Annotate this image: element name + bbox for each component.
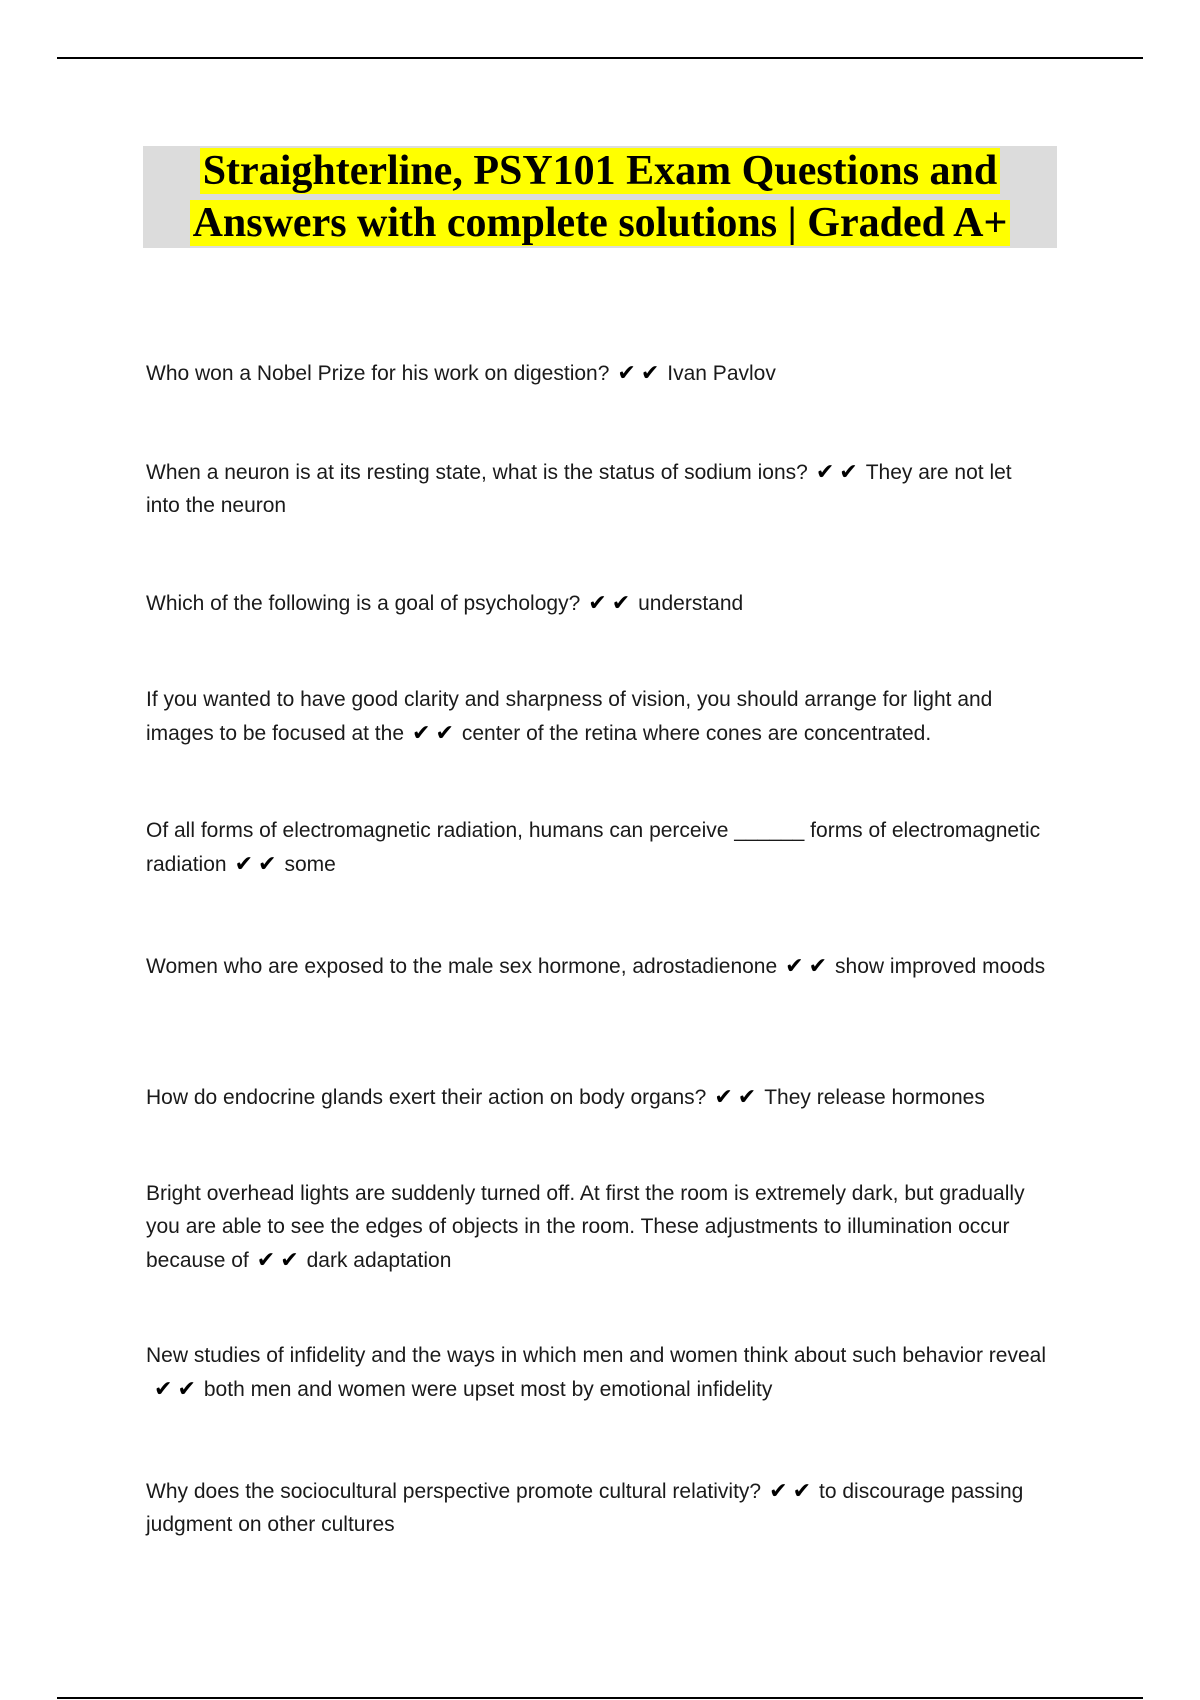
answer-text: They release hormones xyxy=(764,1086,985,1109)
answer-text: dark adaptation xyxy=(306,1249,452,1272)
answer-text: understand xyxy=(638,592,744,615)
question-text: When a neuron is at its resting state, what is the status of sodium ions? xyxy=(146,461,808,484)
answer-text: show improved moods xyxy=(835,955,1046,978)
check-icon: ✔ xyxy=(815,459,840,484)
question-text: New studies of infidelity and the ways in which men and women think about such behavior reveal xyxy=(146,1344,1046,1367)
double-check-icon xyxy=(785,949,832,982)
answer-text: some xyxy=(284,853,336,876)
double-check-icon xyxy=(816,455,863,488)
answer-text: to discourage passing judgment on other cultures xyxy=(146,1480,1024,1536)
question-text: Why does the sociocultural perspective promote cultural relativity? xyxy=(146,1480,762,1503)
title-line-1: Straighterline, PSY101 Exam Questions and xyxy=(200,148,1001,194)
check-icon: ✔ xyxy=(234,851,258,876)
qa-item xyxy=(146,814,1046,881)
check-icon: ✔ xyxy=(588,590,612,615)
double-check-icon xyxy=(257,1243,304,1276)
check-icon: ✔ xyxy=(737,1084,762,1109)
qa-item xyxy=(146,1080,1046,1114)
check-icon: ✔ xyxy=(412,720,436,745)
qa-item xyxy=(146,683,1046,750)
question-text: Which of the following is a goal of psychology? xyxy=(146,592,581,615)
double-check-icon xyxy=(714,1080,761,1113)
answer-text: They are not let into the neuron xyxy=(146,461,1012,517)
qa-item xyxy=(146,1177,1046,1277)
check-icon: ✔ xyxy=(792,1478,816,1503)
qa-item xyxy=(146,1474,1046,1541)
double-check-icon xyxy=(588,586,635,619)
double-check-icon xyxy=(412,716,459,749)
check-icon: ✔ xyxy=(154,1376,178,1401)
double-check-icon xyxy=(154,1372,201,1405)
qa-item xyxy=(146,586,1046,620)
double-check-icon xyxy=(617,356,664,389)
check-icon: ✔ xyxy=(177,1376,201,1401)
check-icon: ✔ xyxy=(839,459,863,484)
title-banner xyxy=(143,146,1057,248)
question-text: Women who are exposed to the male sex hormone, adrostadienone xyxy=(146,955,778,978)
question-text: Of all forms of electromagnetic radiation, humans can perceive ______ forms of electromagnetic radiation xyxy=(146,819,1041,876)
double-check-icon xyxy=(769,1474,816,1507)
check-icon: ✔ xyxy=(256,1247,281,1272)
check-icon: ✔ xyxy=(640,360,665,385)
page-title xyxy=(190,145,1011,249)
title-line-2: Answers with complete solutions | Graded A+ xyxy=(190,200,1011,246)
check-icon: ✔ xyxy=(714,1084,738,1109)
check-icon: ✔ xyxy=(617,360,641,385)
top-rule xyxy=(57,57,1143,59)
answer-text: center of the retina where cones are concentrated. xyxy=(461,722,932,745)
check-icon: ✔ xyxy=(785,953,809,978)
check-icon: ✔ xyxy=(258,851,282,876)
check-icon: ✔ xyxy=(808,953,833,978)
qa-item xyxy=(146,455,1046,522)
check-icon: ✔ xyxy=(769,1478,793,1503)
check-icon: ✔ xyxy=(435,720,459,745)
question-text: How do endocrine glands exert their action on body organs? xyxy=(146,1086,707,1109)
check-icon: ✔ xyxy=(611,590,636,615)
question-text: Bright overhead lights are suddenly turned off. At first the room is extremely dark, but gradually you are able to see the edges of objects in the room. These adjustments to illumination occur because of xyxy=(146,1182,1025,1272)
bottom-rule xyxy=(57,1697,1143,1699)
check-icon: ✔ xyxy=(280,1247,304,1272)
answer-text: both men and women were upset most by emotional infidelity xyxy=(203,1378,773,1401)
qa-item xyxy=(146,949,1046,983)
question-text: Who won a Nobel Prize for his work on digestion? xyxy=(146,362,610,385)
answer-text: Ivan Pavlov xyxy=(667,362,776,385)
qa-item xyxy=(146,356,1046,390)
double-check-icon xyxy=(235,847,282,880)
question-text: If you wanted to have good clarity and sharpness of vision, you should arrange for light and images to be focused at the xyxy=(146,688,993,745)
qa-item xyxy=(146,1339,1046,1406)
